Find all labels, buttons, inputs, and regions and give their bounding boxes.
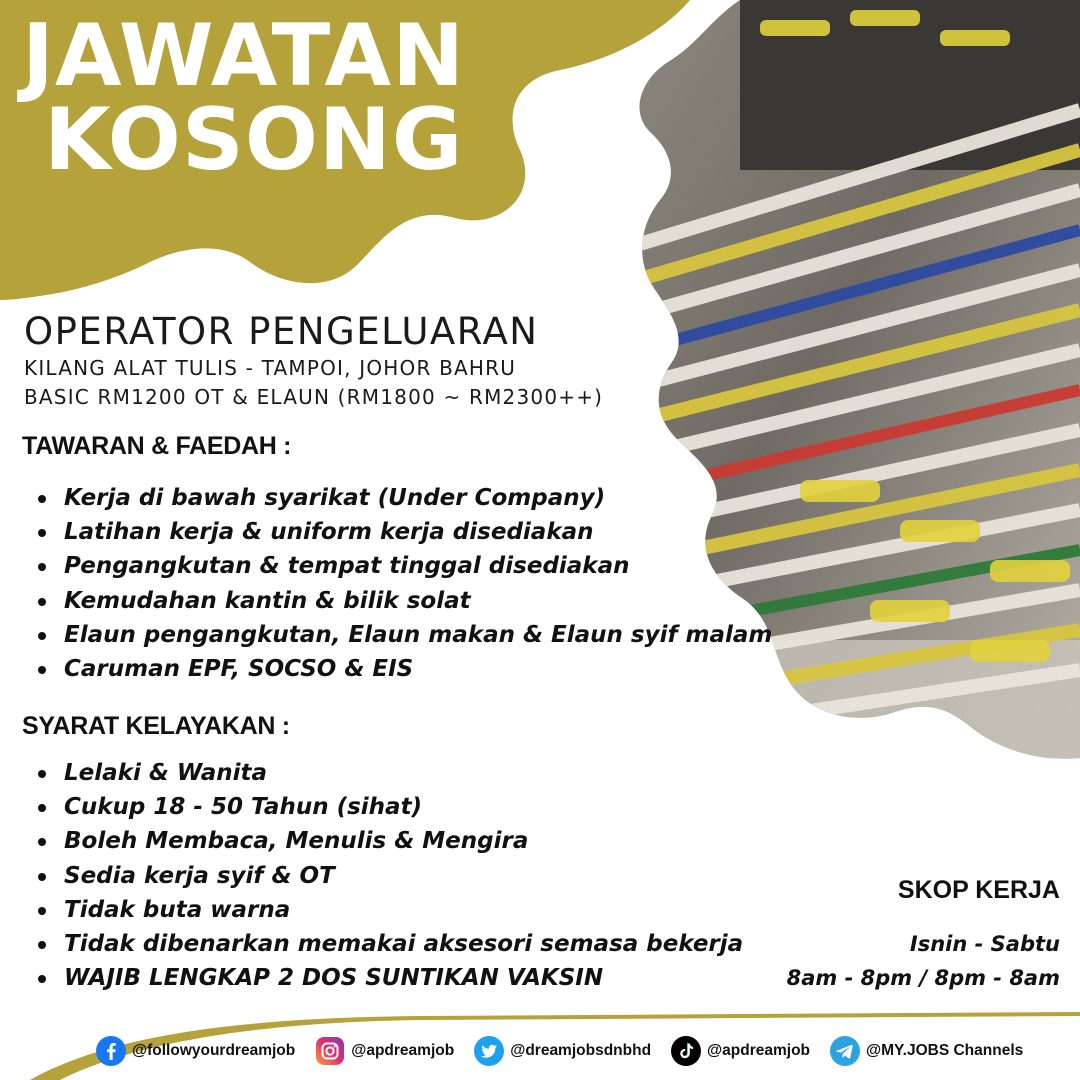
- requirements-list: [36, 756, 743, 995]
- social-handle: @apdreamjob: [707, 1042, 811, 1059]
- job-location: KILANG ALAT TULIS - TAMPOI, JOHOR BAHRU: [24, 356, 517, 380]
- social-handle: @apdreamjob: [351, 1042, 455, 1059]
- work-scope-heading: SKOP KERJA: [897, 876, 1060, 904]
- benefits-list: [36, 481, 772, 686]
- main-title: [22, 6, 466, 190]
- social-handle: @dreamjobsdnbhd: [510, 1042, 652, 1059]
- list-item: Boleh Membaca, Menulis & Mengira: [36, 824, 743, 858]
- work-hours: 8am - 8pm / 8pm - 8am: [786, 966, 1060, 990]
- social-links: [96, 1036, 1023, 1066]
- social-handle: @followyourdreamjob: [132, 1042, 296, 1059]
- list-item: Elaun pengangkutan, Elaun makan & Elaun syif malam: [36, 618, 772, 652]
- title-line-1: JAWATAN: [22, 6, 466, 106]
- list-item: Kerja di bawah syarikat (Under Company): [36, 481, 772, 515]
- list-item: Tidak dibenarkan memakai aksesori semasa bekerja: [36, 927, 743, 961]
- telegram-icon: [830, 1036, 860, 1066]
- list-item: Caruman EPF, SOCSO & EIS: [36, 652, 772, 686]
- social-twitter[interactable]: [474, 1036, 651, 1066]
- requirements-heading: SYARAT KELAYAKAN :: [22, 712, 290, 740]
- social-facebook[interactable]: [96, 1036, 295, 1066]
- social-tiktok[interactable]: [671, 1036, 810, 1066]
- work-days: Isnin - Sabtu: [909, 932, 1060, 956]
- list-item: Tidak buta warna: [36, 893, 743, 927]
- list-item: Lelaki & Wanita: [36, 756, 743, 790]
- title-line-2: KOSONG: [44, 90, 464, 190]
- list-item: Kemudahan kantin & bilik solat: [36, 584, 772, 618]
- social-telegram[interactable]: [830, 1036, 1023, 1066]
- instagram-icon: [315, 1036, 345, 1066]
- list-item: WAJIB LENGKAP 2 DOS SUNTIKAN VAKSIN: [36, 961, 743, 995]
- job-position-title: OPERATOR PENGELUARAN: [24, 310, 539, 353]
- list-item: Sedia kerja syif & OT: [36, 859, 743, 893]
- tiktok-icon: [671, 1036, 701, 1066]
- benefits-heading: TAWARAN & FAEDAH :: [22, 432, 292, 460]
- social-handle: @MY.JOBS Channels: [866, 1042, 1024, 1059]
- list-item: Latihan kerja & uniform kerja disediakan: [36, 515, 772, 549]
- list-item: Cukup 18 - 50 Tahun (sihat): [36, 790, 743, 824]
- social-instagram[interactable]: [315, 1036, 454, 1066]
- list-item: Pengangkutan & tempat tinggal disediakan: [36, 549, 772, 583]
- facebook-icon: [96, 1036, 126, 1066]
- work-scope: [787, 876, 1060, 995]
- job-salary: BASIC RM1200 OT & ELAUN (RM1800 ~ RM2300++): [24, 385, 604, 409]
- twitter-icon: [474, 1036, 504, 1066]
